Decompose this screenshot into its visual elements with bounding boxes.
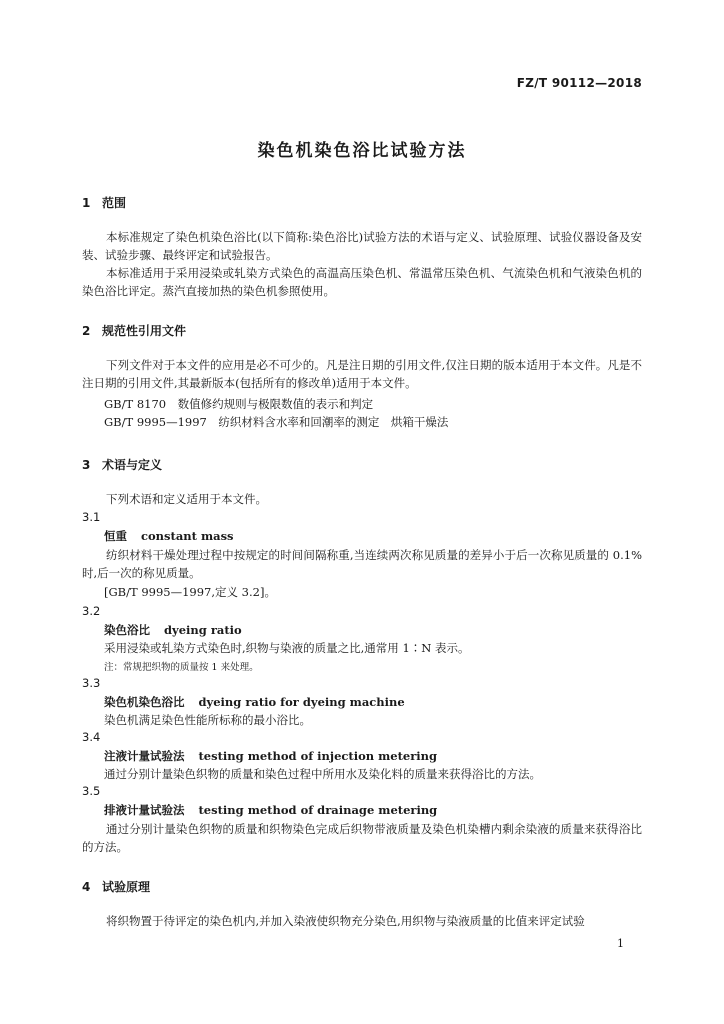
term-zh: 注液计量试验法: [104, 749, 185, 763]
term-en: dyeing ratio: [164, 623, 242, 637]
term-heading: [104, 622, 242, 638]
term-definition: 通过分别计量染色织物的质量和染色过程中所用水及染化料的质量来获得浴比的方法。: [104, 767, 541, 781]
section-title: 范围: [102, 196, 127, 210]
term-en: dyeing ratio for dyeing machine: [198, 695, 405, 709]
term-en: testing method of injection metering: [198, 749, 438, 763]
section-heading-2: [82, 322, 186, 339]
section-title: 规范性引用文件: [102, 324, 187, 338]
term-zh: 染色机染色浴比: [104, 695, 185, 709]
term-number: 3.2: [82, 604, 101, 618]
term-note: 注：常规把织物的质量按 1 来处理。: [104, 662, 259, 673]
term-definition: 染色机满足染色性能所标称的最小浴比。: [104, 713, 311, 727]
section-heading-3: [82, 456, 162, 473]
page-number: 1: [617, 937, 624, 950]
document-title: 染色机染色浴比试验方法: [257, 141, 467, 161]
term-heading: [104, 802, 437, 818]
term-zh: 染色浴比: [104, 623, 150, 637]
term-en: testing method of drainage metering: [198, 803, 438, 817]
section-number: 2: [82, 324, 91, 338]
section-title: 术语与定义: [102, 458, 163, 472]
term-definition: 采用浸染或轧染方式染色时,织物与染液的质量之比,通常用 1∶N 表示。: [104, 641, 470, 655]
term-en: constant mass: [141, 529, 234, 543]
term-heading: [104, 694, 405, 710]
term-source: [GB/T 9995—1997,定义 3.2]。: [104, 585, 276, 599]
paragraph: 本标准规定了染色机染色浴比(以下简称:染色浴比)试验方法的术语与定义、试验原理、试验仪器设备及安装、试验步骤、最终评定和试验报告。: [82, 230, 642, 262]
section-heading-4: [82, 878, 150, 895]
term-number: 3.5: [82, 784, 101, 798]
normative-reference: GB/T 8170 数值修约规则与极限数值的表示和判定: [104, 397, 374, 411]
term-definition: 纺织材料干燥处理过程中按规定的时间间隔称重,当连续两次称见质量的差异小于后一次称见质量的 0.1%时,后一次的称见质量。: [82, 548, 642, 580]
section-number: 1: [82, 196, 91, 210]
term-heading: [104, 748, 437, 764]
term-number: 3.3: [82, 676, 101, 690]
section-heading-1: [82, 194, 126, 211]
section-number: 3: [82, 458, 91, 472]
paragraph: 下列文件对于本文件的应用是必不可少的。凡是注日期的引用文件,仅注日期的版本适用于本文件。凡是不注日期的引用文件,其最新版本(包括所有的修改单)适用于本文件。: [82, 358, 642, 390]
paragraph: 本标准适用于采用浸染或轧染方式染色的高温高压染色机、常温常压染色机、气流染色机和气液染色机的染色浴比评定。蒸汽直接加热的染色机参照使用。: [82, 266, 642, 298]
paragraph: 下列术语和定义适用于本文件。: [106, 492, 267, 506]
section-title: 试验原理: [102, 880, 151, 894]
term-definition: 通过分别计量染色织物的质量和织物染色完成后织物带液质量及染色机染槽内剩余染液的质量来获得浴比的方法。: [82, 822, 642, 854]
term-zh: 恒重: [104, 529, 127, 543]
term-heading: [104, 528, 234, 544]
term-number: 3.1: [82, 510, 101, 524]
term-zh: 排液计量试验法: [104, 803, 185, 817]
standard-code: FZ/T 90112—2018: [516, 76, 642, 90]
term-number: 3.4: [82, 730, 101, 744]
paragraph: 将织物置于待评定的染色机内,并加入染液使织物充分染色,用织物与染液质量的比值来评定试验: [106, 914, 585, 928]
normative-reference: GB/T 9995—1997 纺织材料含水率和回潮率的测定 烘箱干燥法: [104, 415, 449, 429]
section-number: 4: [82, 880, 91, 894]
